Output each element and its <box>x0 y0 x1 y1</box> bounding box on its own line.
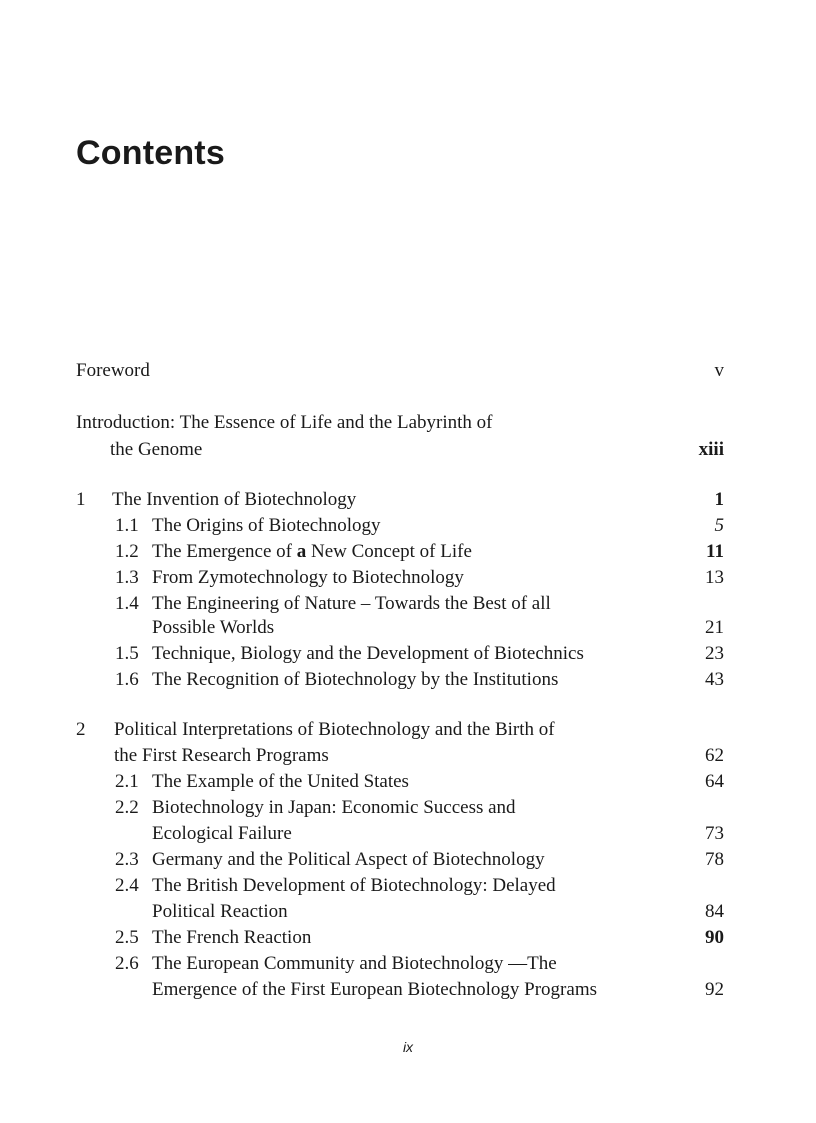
chapter-number: 1 <box>76 489 86 510</box>
toc-page-number: 23 <box>705 643 724 664</box>
toc-page-number: 5 <box>714 515 724 536</box>
section-number: 2.6 <box>115 953 139 974</box>
toc-entry-title: Introduction: The Essence of Life and the Labyrinth of <box>76 412 493 433</box>
section-title: The Origins of Biotechnology <box>152 515 381 536</box>
page-title: Contents <box>76 134 225 172</box>
section-title: Germany and the Political Aspect of Biotechnology <box>152 849 545 870</box>
section-title <box>152 539 472 565</box>
section-title: The French Reaction <box>152 927 312 948</box>
section-title: From Zymotechnology to Biotechnology <box>152 567 464 588</box>
section-title: The European Community and Biotechnology —The <box>152 953 557 974</box>
section-number: 2.5 <box>115 927 139 948</box>
toc-page-number: 1 <box>714 489 724 510</box>
section-title: Technique, Biology and the Development of Biotechnics <box>152 643 584 664</box>
section-number: 2.4 <box>115 875 139 896</box>
section-number: 1.4 <box>115 593 139 614</box>
section-number: 2.3 <box>115 849 139 870</box>
folio-page-number: ix <box>402 1039 414 1055</box>
section-title: The Engineering of Nature – Towards the Best of all <box>152 593 551 614</box>
chapter-title: the First Research Programs <box>114 745 329 766</box>
toc-page-number: 92 <box>705 979 724 1000</box>
section-title: Ecological Failure <box>152 823 292 844</box>
chapter-number: 2 <box>76 719 86 740</box>
section-title: The British Development of Biotechnology: Delayed <box>152 875 556 896</box>
chapter-title: The Invention of Biotechnology <box>112 489 357 510</box>
section-number: 1.5 <box>115 643 139 664</box>
section-title: Possible Worlds <box>152 617 275 638</box>
section-title: The Recognition of Biotechnology by the Institutions <box>152 669 559 690</box>
section-title-part: New Concept of Life <box>306 541 472 562</box>
section-number: 2.2 <box>115 797 139 818</box>
chapter-title: Political Interpretations of Biotechnology and the Birth of <box>114 719 555 740</box>
toc-page-number: 84 <box>705 901 724 922</box>
toc-page-number: v <box>714 360 724 381</box>
section-number: 1.2 <box>115 541 139 562</box>
section-number: 1.3 <box>115 567 139 588</box>
section-title: Emergence of the First European Biotechnology Programs <box>152 979 597 1000</box>
toc-entry-title: Foreword <box>76 360 150 381</box>
section-number: 1.1 <box>115 515 139 536</box>
section-title: The Example of the United States <box>152 771 409 792</box>
section-title-part: a <box>296 541 307 562</box>
toc-page-number: 90 <box>705 927 724 948</box>
toc-page-number: 64 <box>705 771 724 792</box>
section-title: Political Reaction <box>152 901 288 922</box>
section-number: 1.6 <box>115 669 139 690</box>
toc-page-number: 13 <box>705 567 724 588</box>
toc-page-number: 73 <box>705 823 724 844</box>
toc-entry-title: the Genome <box>110 439 203 460</box>
toc-page-number: 11 <box>706 541 724 562</box>
toc-page-number: 21 <box>705 617 724 638</box>
toc-page-number: 62 <box>705 745 724 766</box>
section-number: 2.1 <box>115 771 139 792</box>
toc-page-number: 43 <box>705 669 724 690</box>
section-title-part: The Emergence of <box>152 541 297 562</box>
toc-page-number: xiii <box>698 439 724 460</box>
section-title: Biotechnology in Japan: Economic Success and <box>152 797 516 818</box>
toc-page-number: 78 <box>705 849 724 870</box>
